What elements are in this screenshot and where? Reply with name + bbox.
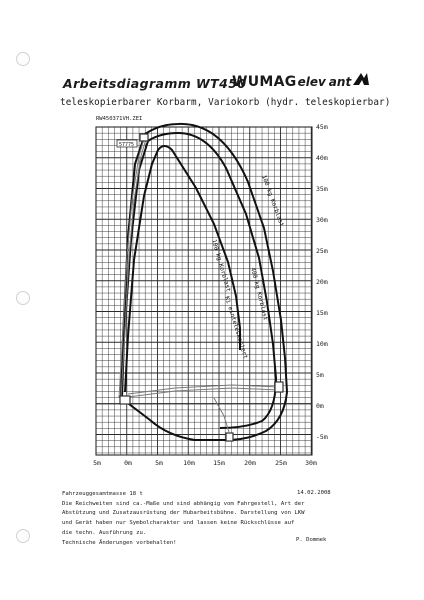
note-line: Abstützung und Zusatzausrüstung der Hubarbeitsbühne. Darstellung von LKW xyxy=(62,510,305,517)
y-label-35m: 35m xyxy=(316,185,328,193)
x-label-10m: 10m xyxy=(183,459,195,467)
brand-name: WUMAG xyxy=(232,74,297,90)
x-label-minus-5m: 5m xyxy=(93,459,101,467)
basket-top xyxy=(140,134,148,141)
x-label-20m: 20m xyxy=(244,459,256,467)
grid xyxy=(96,127,312,455)
x-label-0m: 0m xyxy=(124,459,132,467)
label-400kg: 400 kg Korblast xyxy=(249,266,269,322)
y-label-20m: 20m xyxy=(316,278,328,286)
label-inner-100kg: 100 kg Korblast xyxy=(210,238,232,293)
y-label-minus-5m: -5m xyxy=(316,433,328,441)
basket-right xyxy=(275,382,283,392)
x-label-15m: 15m xyxy=(213,459,225,467)
page-title: Arbeitsdiagramm WT450 xyxy=(63,76,247,91)
label-box-text: 57775 xyxy=(119,142,135,148)
y-label-0m: 0m xyxy=(316,402,324,410)
page-subtitle: teleskopierbarer Korbarm, Variokorb (hydr. teleskopierbar) xyxy=(60,97,391,108)
note-line: und Gerät haben nur Symbolcharakter und lassen keine Rückschlüsse auf xyxy=(62,520,295,527)
basket-bottom xyxy=(226,433,233,441)
note-line: die techn. Ausführung zu. xyxy=(62,529,147,536)
y-label-40m: 40m xyxy=(316,154,328,162)
document-author: P. Dommek xyxy=(296,537,327,543)
boom-horizontal xyxy=(128,385,279,432)
x-label-30m: 30m xyxy=(305,459,317,467)
x-label-5m: 5m xyxy=(155,459,163,467)
truck-base xyxy=(120,396,130,404)
x-label-25m: 25m xyxy=(275,459,287,467)
y-label-45m: 45m xyxy=(316,123,328,131)
note-line: Die Reichweiten sind ca.-Maße und sind abhängig vom Fahrgestell, Art der xyxy=(62,500,305,507)
note-line: Technische Änderungen vorbehalten! xyxy=(62,539,177,546)
y-label-30m: 30m xyxy=(316,216,328,224)
drawing-id: RW450371VH.ZEI xyxy=(96,116,143,122)
brand-suffix: elev xyxy=(297,75,326,89)
y-label-25m: 25m xyxy=(316,247,328,255)
y-label-5m: 5m xyxy=(316,371,324,379)
note-line: Fahrzeuggesamtmasse 18 t xyxy=(62,491,143,497)
document-date: 14.02.2008 xyxy=(297,490,331,496)
label-inner-note: - Ki einteleskopiert xyxy=(221,288,249,360)
label-outer-100kg: 100 kg Korblast xyxy=(260,174,286,228)
brand-suffix-2: ant xyxy=(328,75,352,89)
y-label-10m: 10m xyxy=(316,340,328,348)
y-label-15m: 15m xyxy=(316,309,328,317)
